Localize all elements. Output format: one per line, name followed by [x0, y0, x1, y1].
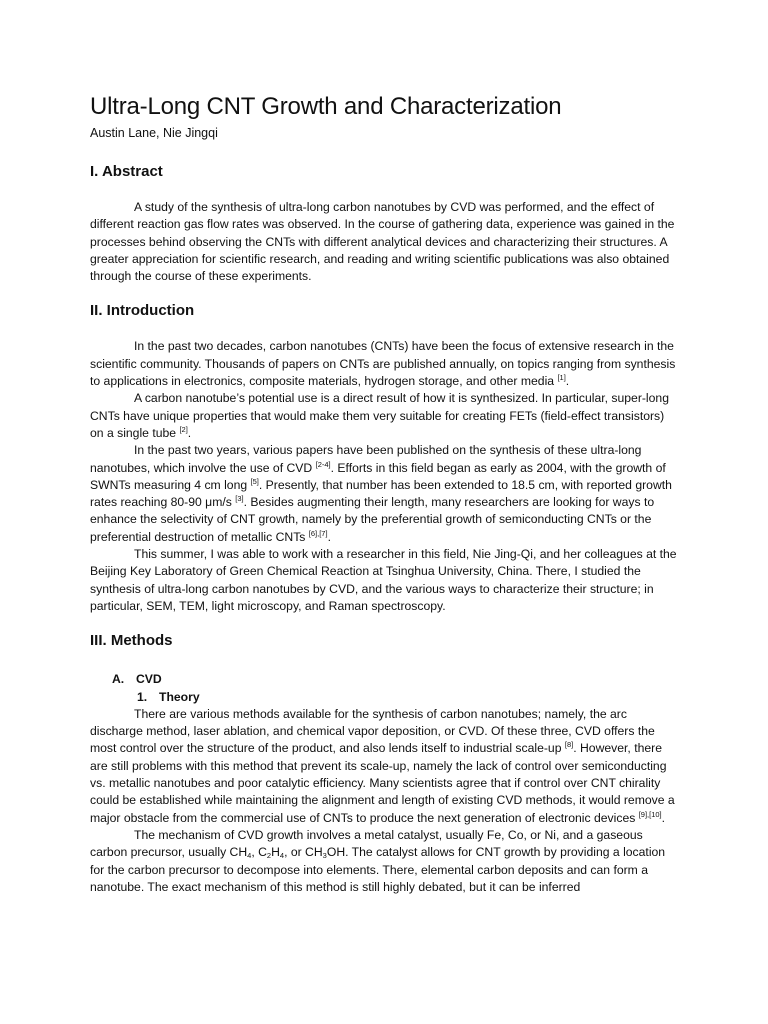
intro-p3-text-d: . Besides augmenting their length, many researchers are looking for ways to enhance the selectivity of CNT growth, namely by the preferential growth of semiconducting CNTs or the preferential destruction of metallic CNTs [90, 495, 655, 544]
subsection-cvd [90, 671, 678, 688]
intro-paragraph-4: This summer, I was able to work with a researcher in this field, Nie Jing-Qi, and her colleagues at the Beijing Key Laboratory of Green Chemical Reaction at Tsinghua University, China. There, I studied the synthesis of ultra-long carbon nanotubes by CVD, and the various ways to characterize their structure; in particular, SEM, TEM, light microscopy, and Raman spectroscopy. [90, 547, 677, 613]
list-marker: A. [112, 672, 125, 687]
intro-paragraph-2 [90, 390, 678, 442]
intro-p3-text-b: . Efforts in this field began as early as 2004, with the growth of SWNTs measuring 4 cm long [90, 460, 666, 492]
abstract-paragraph: A study of the synthesis of ultra-long carbon nanotubes by CVD was performed, and the effect of different reaction gas flow rates was observed. In the course of gathering data, experience was gained in the processes behind observing the CNTs with different analytical devices and characterizing their structures. A greater appreciation for scientific research, and reading and writing scientific publications was also obtained through the course of these experiments. [90, 200, 675, 284]
list-marker: 1. [137, 689, 148, 704]
subscript: 3 [322, 851, 327, 861]
authors: Austin Lane, Nie Jingqi [90, 126, 218, 140]
citation: [9],[10] [638, 809, 662, 819]
intro-p2-text: A carbon nanotube’s potential use is a direct result of how it is synthesized. In particular, super-long CNTs have unique properties that would make them very suitable for creating FETs (field-effect transistors) on a single tube [90, 391, 669, 440]
subscript: 2 [266, 851, 272, 861]
citation: [1] [557, 373, 566, 383]
methods-p1-text-a: There are various methods available for the synthesis of carbon nanotubes; namely, the arc discharge method, laser ablation, and chemical vapor deposition, or CVD. Of these three, CVD offers the most control over the structure of the product, and also lends itself to industrial scale-up [90, 706, 655, 756]
methods-p1-end: . [661, 810, 666, 825]
intro-paragraph-1 [90, 338, 678, 390]
methods-heading: III. Methods [90, 632, 173, 650]
intro-p3-text-c: . Presently, that number has been extended to 18.5 cm, with reported growth rates reaching 80-90 μm/s [90, 477, 672, 510]
intro-p1-text: In the past two decades, carbon nanotubes (CNTs) have been the focus of extensive research in the scientific community. Thousands of papers on CNTs are published annually, on topics ranging from synthesis to applications in electronics, composite materials, hydrogen storage, and other media [90, 339, 676, 389]
intro-p3-end: . [327, 529, 331, 544]
citation: [2] [179, 424, 188, 434]
intro-p1-end: . [565, 374, 570, 389]
subscript: 4 [279, 851, 285, 861]
methods-p2-text-c: H [271, 845, 280, 860]
methods-p2-text-e: OH. The catalyst allows for CNT growth by providing a location for the carbon precursor to decompose into elements. There, elemental carbon deposits and can form a nanotube. The exact mechanism of this method is still highly debated, but it can be inferred [90, 845, 666, 894]
citation: [8] [564, 740, 574, 750]
citation: [6],[7] [308, 528, 328, 538]
subsection-label: Theory [159, 689, 200, 704]
methods-p2-text-d: , or CH [284, 845, 323, 860]
intro-p3-text-a: In the past two years, various papers have been published on the synthesis of these ultra-long nanotubes, which involve the use of CVD [90, 443, 642, 475]
subsection-label: CVD [136, 672, 162, 687]
citation: [2-4] [315, 459, 331, 469]
introduction-heading: II. Introduction [90, 302, 195, 320]
methods-p2-text-b: , C [251, 845, 267, 860]
paper-title: Ultra-Long CNT Growth and Characterization [90, 93, 562, 120]
methods-paragraph-2 [90, 827, 678, 896]
citation: [5] [250, 476, 259, 486]
subsection-theory [90, 689, 678, 706]
citation: [3] [235, 494, 244, 504]
methods-p1-text-b: . However, there are still problems with this method that prevent its scale-up, namely the lack of control over semiconducting vs. metallic nanotubes and poor catalytic efficiency. Many scientists agree that if control over CNT chirality could be established while maintaining the alignment and length of existing CVD methods, it would remove a major obstacle from the commercial use of CNTs to produce the next generation of electronic devices [90, 741, 675, 825]
methods-paragraph-1 [90, 706, 678, 827]
subscript: 4 [247, 851, 252, 861]
methods-p2-text-a: The mechanism of CVD growth involves a metal catalyst, usually Fe, Co, or Ni, and a gaseous carbon precursor, usually CH [90, 827, 643, 860]
intro-p2-end: . [187, 425, 192, 440]
intro-paragraph-3 [90, 442, 678, 546]
abstract-heading: I. Abstract [90, 163, 163, 180]
